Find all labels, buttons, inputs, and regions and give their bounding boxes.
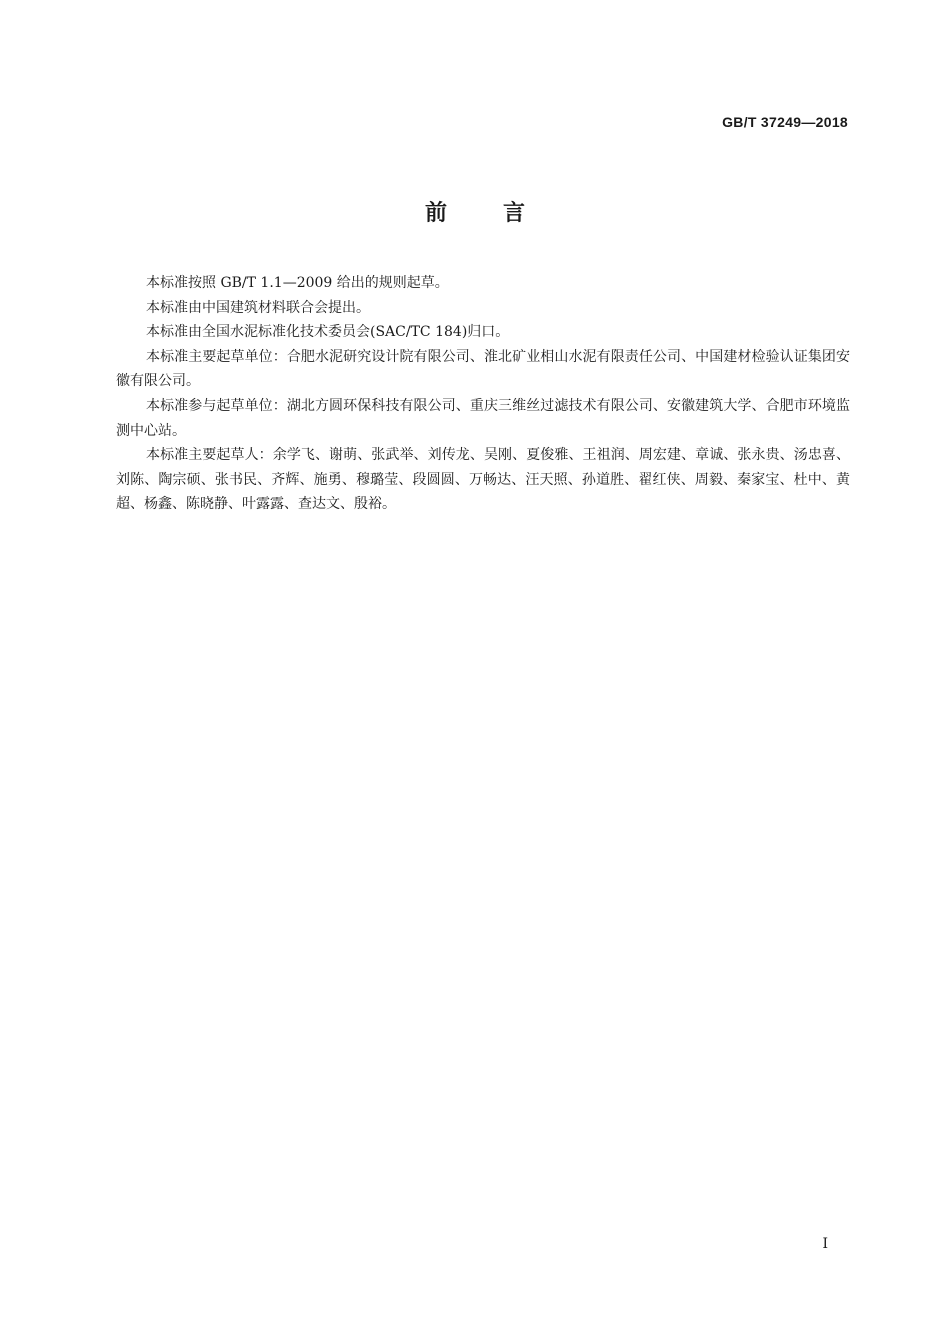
paragraph-main-drafters: 本标准主要起草人：余学飞、谢萌、张武举、刘传龙、吴刚、夏俊雅、王祖润、周宏建、章诚、张永贵、汤忠喜、刘陈、陶宗硕、张书民、齐辉、施勇、穆璐莹、段圆圆、万畅达、汪天照、孙道胜、翟红侠、周毅、秦家宝、杜中、黄超、杨鑫、陈晓静、叶露露、查达文、殷裕。 bbox=[116, 447, 850, 513]
paragraph-under-jurisdiction: 本标准由全国水泥标准化技术委员会(SAC/TC 184)归口。 bbox=[146, 324, 510, 341]
paragraph-participating-units: 本标准参与起草单位：湖北方圆环保科技有限公司、重庆三维丝过滤技术有限公司、安徽建筑大学、合肥市环境监测中心站。 bbox=[116, 397, 850, 439]
foreword-body bbox=[116, 271, 850, 517]
paragraph-drafting-rules: 本标准按照 GB/T 1.1—2009 给出的规则起草。 bbox=[146, 275, 449, 291]
page-title-char-1: 前 bbox=[424, 201, 447, 226]
standard-code: GB/T 37249—2018 bbox=[722, 114, 848, 130]
paragraph-proposed-by: 本标准由中国建筑材料联合会提出。 bbox=[146, 299, 370, 316]
page-number: I bbox=[822, 1236, 828, 1252]
page-title-char-2: 言 bbox=[503, 201, 526, 226]
page-title bbox=[0, 196, 950, 227]
paragraph-main-drafting-units: 本标准主要起草单位：合肥水泥研究设计院有限公司、淮北矿业相山水泥有限责任公司、中国建材检验认证集团安徽有限公司。 bbox=[116, 348, 850, 390]
